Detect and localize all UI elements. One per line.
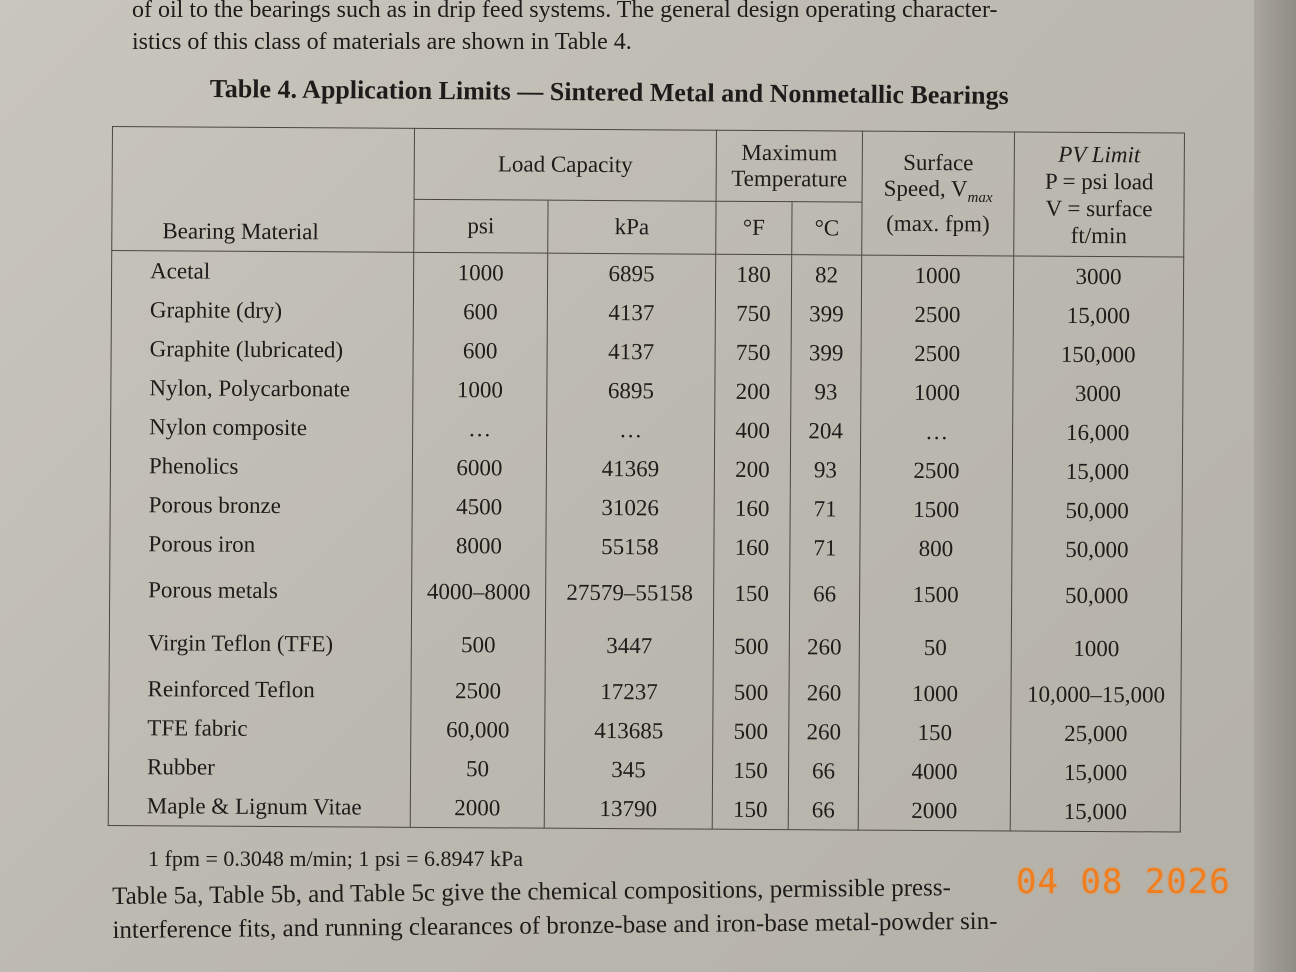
table-row <box>109 669 1181 715</box>
cell-deg-f: 750 <box>715 333 791 372</box>
cell-kpa: 13790 <box>544 789 712 830</box>
cell-deg-f: 200 <box>714 450 790 489</box>
cell-kpa: … <box>547 410 715 450</box>
cell-speed: 150 <box>859 713 1011 753</box>
cell-speed: 2500 <box>861 334 1013 374</box>
table-row <box>109 708 1181 754</box>
cell-kpa: 6895 <box>547 253 715 294</box>
cell-speed: … <box>861 412 1013 452</box>
cell-kpa: 41369 <box>546 449 714 489</box>
cell-psi: 4500 <box>412 487 546 527</box>
table-row <box>111 407 1183 453</box>
cell-speed: 1000 <box>861 373 1013 413</box>
table-body <box>108 251 1183 833</box>
cell-speed: 1500 <box>859 568 1011 622</box>
header-psi: psi <box>414 199 548 253</box>
cell-pv: 15,000 <box>1010 753 1180 793</box>
table-footnote: 1 fpm = 0.3048 m/min; 1 psi = 6.8947 kPa <box>148 846 523 871</box>
cell-pv: 10,000–15,000 <box>1011 675 1181 715</box>
table-row <box>109 616 1181 676</box>
table-row <box>111 290 1183 336</box>
following-line-2: interference fits, and running clearances of bronze-base and iron-base metal-powder sin- <box>112 907 998 944</box>
cell-deg-c: 82 <box>791 255 861 295</box>
cell-material: Maple & Lignum Vitae <box>108 786 410 827</box>
cell-psi: 60,000 <box>411 710 545 750</box>
table-row <box>110 485 1182 531</box>
cell-psi: 2000 <box>410 788 544 828</box>
cell-psi: 600 <box>413 292 547 332</box>
cell-kpa: 4137 <box>547 332 715 372</box>
cell-material: Phenolics <box>110 446 412 487</box>
cell-material: Porous bronze <box>110 485 412 526</box>
cell-kpa: 345 <box>544 750 712 790</box>
following-line-1: Table 5a, Table 5b, and Table 5c give the chemical compositions, permissible press- <box>112 874 952 910</box>
header-pv-line3: V = surface <box>1045 195 1153 221</box>
header-max-temp-line2: Temperature <box>731 165 848 192</box>
header-pv-limit <box>1014 132 1185 257</box>
cell-psi: 8000 <box>412 526 546 566</box>
cell-deg-c: 260 <box>789 673 859 712</box>
cell-deg-c: 204 <box>791 411 861 450</box>
cell-deg-f: 500 <box>713 673 789 712</box>
header-pv-line1: PV Limit <box>1058 141 1141 167</box>
header-deg-c: °C <box>792 202 862 255</box>
cell-speed: 50 <box>859 621 1011 675</box>
cell-psi: 6000 <box>412 448 546 488</box>
cell-material: Rubber <box>108 747 410 788</box>
header-bearing-material: Bearing Material <box>112 127 415 253</box>
cell-pv: 50,000 <box>1012 530 1182 570</box>
header-surface-line2: Speed, V <box>883 175 968 202</box>
cell-kpa: 4137 <box>547 293 715 333</box>
header-max-temperature <box>716 130 862 202</box>
cell-psi: 4000–8000 <box>412 565 546 619</box>
cell-kpa: 3447 <box>545 619 713 673</box>
cell-psi: 1000 <box>413 252 547 292</box>
cell-deg-f: 150 <box>712 751 788 790</box>
cell-deg-f: 160 <box>714 489 790 528</box>
page-edge <box>1254 0 1296 972</box>
cell-speed: 1000 <box>859 674 1011 714</box>
cell-deg-f: 150 <box>713 567 789 620</box>
cell-speed: 4000 <box>858 752 1010 792</box>
cell-material: Virgin Teflon (TFE) <box>109 616 411 671</box>
cell-deg-c: 260 <box>789 712 859 751</box>
cell-deg-f: 150 <box>712 790 788 830</box>
cell-psi: 600 <box>413 331 547 371</box>
cell-kpa: 31026 <box>546 488 714 528</box>
intro-paragraph <box>132 0 1192 58</box>
cell-speed: 2000 <box>858 791 1010 831</box>
table-row <box>111 368 1183 414</box>
cell-kpa: 55158 <box>546 527 714 567</box>
cell-pv: 15,000 <box>1012 452 1182 492</box>
table-row <box>110 563 1182 623</box>
cell-psi: 1000 <box>413 370 547 410</box>
cell-psi: … <box>413 409 547 449</box>
cell-pv: 3000 <box>1013 256 1183 297</box>
cell-speed: 2500 <box>860 451 1012 491</box>
cell-material: Nylon, Polycarbonate <box>111 368 413 409</box>
header-pv-line4: ft/min <box>1070 222 1128 248</box>
cell-pv: 3000 <box>1013 374 1183 414</box>
application-limits-table <box>108 126 1185 833</box>
cell-pv: 150,000 <box>1013 335 1183 375</box>
cell-pv: 50,000 <box>1011 569 1181 623</box>
cell-kpa: 413685 <box>545 711 713 751</box>
header-max-temp-line1: Maximum <box>741 139 838 166</box>
table-row <box>111 329 1183 375</box>
cell-pv: 16,000 <box>1013 413 1183 453</box>
cell-deg-f: 400 <box>715 411 791 450</box>
cell-pv: 15,000 <box>1010 792 1180 833</box>
cell-pv: 15,000 <box>1013 296 1183 336</box>
header-surface-line1: Surface <box>903 150 974 176</box>
cell-material: Reinforced Teflon <box>109 669 411 710</box>
cell-speed: 1500 <box>860 490 1012 530</box>
cell-deg-c: 66 <box>789 567 859 620</box>
cell-deg-f: 180 <box>715 254 791 294</box>
cell-pv: 1000 <box>1011 622 1181 676</box>
cell-deg-f: 160 <box>714 528 790 567</box>
cell-deg-c: 399 <box>791 294 861 333</box>
table-row <box>110 446 1182 492</box>
cell-psi: 50 <box>410 749 544 789</box>
cell-pv: 50,000 <box>1012 491 1182 531</box>
cell-material: Graphite (dry) <box>111 290 413 331</box>
table-row <box>110 524 1182 570</box>
cell-speed: 1000 <box>861 255 1013 295</box>
table-row <box>111 251 1183 297</box>
intro-line-2: istics of this class of materials are shown in Table 4. <box>132 29 632 55</box>
cell-deg-f: 500 <box>713 712 789 751</box>
cell-deg-c: 66 <box>788 790 858 830</box>
cell-deg-c: 93 <box>791 372 861 411</box>
cell-deg-f: 750 <box>715 294 791 333</box>
table-row <box>108 786 1180 832</box>
cell-deg-c: 71 <box>790 489 860 528</box>
header-surface-sub: max <box>967 190 993 207</box>
intro-line-1: of oil to the bearings such as in drip feed systems. The general design operating character- <box>132 0 998 23</box>
cell-deg-f: 200 <box>715 372 791 411</box>
table-row <box>108 747 1180 793</box>
cell-material: Porous metals <box>110 563 412 618</box>
header-pv-line2: P = psi load <box>1044 168 1154 194</box>
header-surface-line3: (max. fpm) <box>886 210 990 237</box>
cell-material: TFE fabric <box>109 708 411 749</box>
cell-kpa: 6895 <box>547 371 715 411</box>
cell-deg-c: 66 <box>788 751 858 790</box>
cell-pv: 25,000 <box>1011 714 1181 754</box>
cell-kpa: 27579–55158 <box>545 566 713 620</box>
cell-deg-c: 399 <box>791 333 861 372</box>
cell-deg-c: 93 <box>790 450 860 489</box>
cell-material: Acetal <box>111 251 413 292</box>
cell-deg-f: 500 <box>713 620 789 673</box>
header-surface-speed <box>862 131 1015 256</box>
header-kpa: kPa <box>548 200 716 254</box>
cell-psi: 500 <box>411 618 545 672</box>
cell-deg-c: 71 <box>790 528 860 567</box>
table-title: Table 4. Application Limits — Sintered Metal and Nonmetallic Bearings <box>209 74 1009 110</box>
cell-speed: 2500 <box>861 295 1013 335</box>
header-load-capacity: Load Capacity <box>414 128 716 201</box>
cell-psi: 2500 <box>411 671 545 711</box>
cell-material: Nylon composite <box>111 407 413 448</box>
cell-kpa: 17237 <box>545 672 713 712</box>
cell-material: Graphite (lubricated) <box>111 329 413 370</box>
cell-speed: 800 <box>860 529 1012 569</box>
camera-date-stamp: 04 08 2026 <box>1016 862 1231 902</box>
cell-deg-c: 260 <box>789 620 859 673</box>
cell-material: Porous iron <box>110 524 412 565</box>
header-deg-f: °F <box>716 201 792 254</box>
table-container <box>108 126 1185 833</box>
